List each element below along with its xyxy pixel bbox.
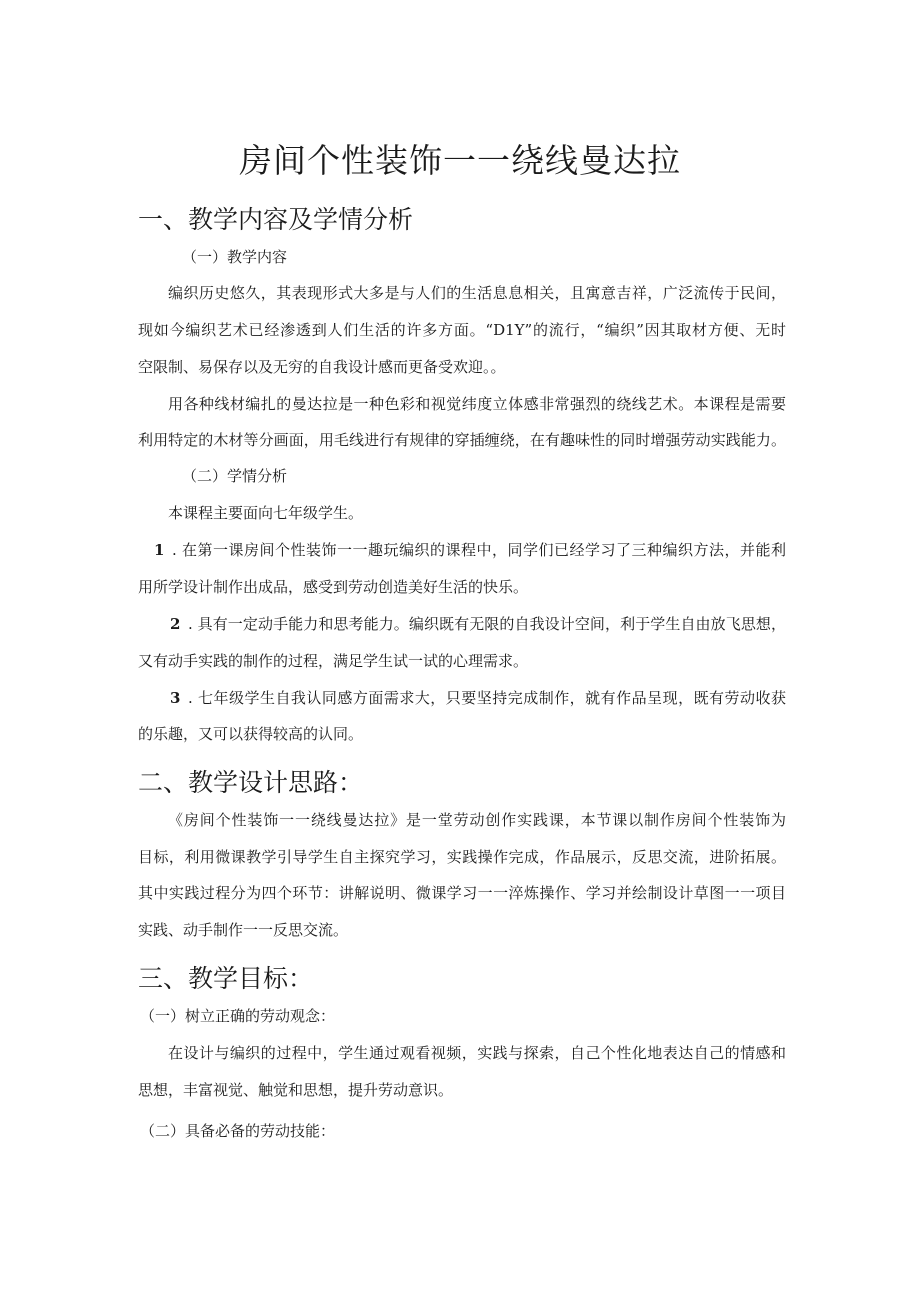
list-item-line: 的乐趣，又可以获得较高的认同。 (138, 725, 364, 743)
section-heading-3: 三、教学目标： (138, 964, 314, 993)
list-item-line: . 具有一定动手能力和思考能力。编织既有无限的自我设计空间，利于学生自由放飞思想， (188, 615, 786, 633)
paragraph-line: 本课程主要面向七年级学生。 (168, 504, 364, 522)
paragraph-line: 实践、动手制作一一反思交流。 (138, 921, 349, 939)
paragraph-line: 在设计与编织的过程中，学生通过观看视频，实践与探索，自己个性化地表达自己的情感和 (168, 1044, 786, 1062)
paragraph-line: 目标，利用微课教学引导学生自主探究学习，实践操作完成，作品展示，反思交流，进阶拓展。 (138, 848, 786, 866)
list-item-line: . 七年级学生自我认同感方面需求大，只要坚持完成制作，就有作品呈现，既有劳动收获 (188, 689, 786, 707)
section-heading-2: 二、教学设计思路： (138, 768, 364, 797)
list-item-line: . 在第一课房间个性装饰一一趣玩编织的课程中，同学们已经学习了三种编织方法，并能利 (172, 541, 786, 559)
subheading-labor-concept: （一）树立正确的劳动观念： (140, 1007, 336, 1025)
paragraph-line: 用各种线材编扎的曼达拉是一种色彩和视觉纬度立体感非常强烈的绕线艺术。本课程是需要 (168, 395, 786, 413)
paragraph-line: 《房间个性装饰一一绕线曼达拉》是一堂劳动创作实践课，本节课以制作房间个性装饰为 (168, 811, 786, 829)
subheading-labor-skills: （二）具备必备的劳动技能： (140, 1122, 336, 1140)
paragraph-line: 思想，丰富视觉、触觉和思想，提升劳动意识。 (138, 1081, 454, 1099)
subheading-teaching-content: （一）教学内容 (182, 248, 288, 266)
paragraph-line: 利用特定的木材等分画面，用毛线进行有规律的穿插缠绕，在有趣味性的同时增强劳动实践能力。 (138, 431, 786, 449)
paragraph-line: 编织历史悠久，其表现形式大多是与人们的生活息息相关，且寓意吉祥，广泛流传于民间， (168, 284, 786, 302)
list-item-number: 2 (170, 615, 181, 633)
document-title: 房间个性装饰一一绕线曼达拉 (239, 141, 681, 180)
list-item-number: 3 (170, 689, 181, 707)
subheading-student-analysis: （二）学情分析 (182, 467, 288, 485)
paragraph-line: 现如今编织艺术已经渗透到人们生活的许多方面。“D1Y”的流行，“编织”因其取材方便、无时 (138, 321, 786, 339)
section-heading-1: 一、教学内容及学情分析 (138, 205, 414, 234)
paragraph-line: 空限制、易保存以及无穷的自我设计感而更备受欢迎。。 (138, 358, 506, 376)
list-item-line: 用所学设计制作出成品，感受到劳动创造美好生活的快乐。 (138, 578, 529, 596)
paragraph-line: 其中实践过程分为四个环节：讲解说明、微课学习一一淬炼操作、学习并绘制设计草图一一项目 (138, 884, 786, 902)
list-item-number: 1 (154, 541, 165, 559)
list-item-line: 又有动手实践的制作的过程，满足学生试一试的心理需求。 (138, 652, 529, 670)
